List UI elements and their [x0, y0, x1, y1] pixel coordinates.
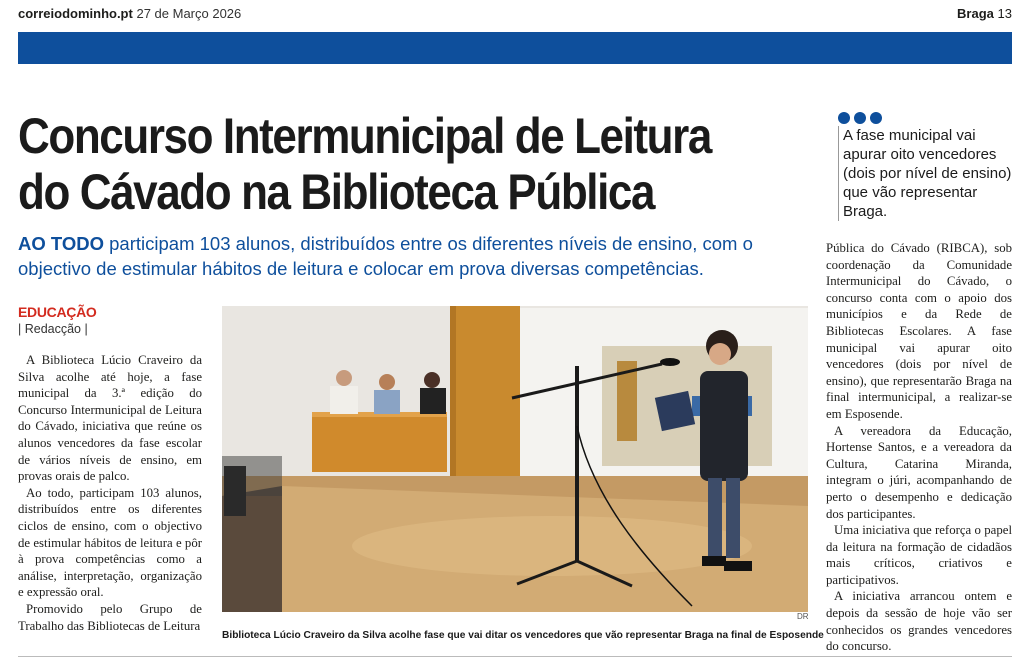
page-number: 13: [997, 6, 1012, 21]
byline: | Redacção |: [18, 322, 88, 336]
body-paragraph: A Biblioteca Lúcio Craveiro da Silva acolhe até hoje, a fase municipal da 3.ª edição do Concurso Intermunicipal de Leitura do Cávado, iniciativa que reúne os alunos vencedores da fase escolar de vários níveis de ensino, em provas orais de palco.: [18, 353, 202, 484]
photo-illustration: [222, 306, 808, 612]
headline-line-1: Concurso Intermunicipal de Leitura: [18, 108, 711, 164]
article-photo: [222, 306, 808, 612]
site-name: correiodominho.pt: [18, 6, 133, 21]
headline-line-2: do Cávado na Biblioteca Pública: [18, 164, 655, 220]
lead-paragraph: [18, 231, 818, 281]
headline: [18, 108, 722, 220]
pull-quote-text: A fase municipal vai apurar oito vencedores (dois por nível de ensino) que vão representar Braga.: [838, 126, 1018, 221]
header-band: [18, 32, 1012, 64]
body-column-3: [826, 240, 1012, 655]
photo-caption: Biblioteca Lúcio Craveiro da Silva acolhe fase que vai ditar os vencedores que vão representar Braga na final de Esposende: [222, 630, 824, 641]
issue-date: 27 de Março 2026: [136, 6, 242, 21]
photo-credit: DR: [797, 612, 809, 621]
section-label: EDUCAÇÃO: [18, 304, 97, 320]
page-header: [18, 6, 1012, 24]
page-section: Braga: [957, 6, 994, 21]
pull-quote-dots-icon: [838, 112, 1018, 124]
body-paragraph: Uma iniciativa que reforça o papel da leitura na formação de cidadãos mais críticos, criativos e participativos.: [826, 523, 1012, 587]
body-paragraph: A vereadora da Educação, Hortense Santos, e a vereadora da Cultura, Catarina Miranda, integram o júri, acompanhando de perto o desempenho e dedicação dos participantes.: [826, 423, 1012, 521]
lead-kicker: AO TODO: [18, 233, 104, 254]
body-paragraph: Promovido pelo Grupo de Trabalho das Bibliotecas de Leitura: [18, 601, 202, 633]
pull-quote: [838, 112, 1018, 221]
body-paragraph: A iniciativa arrancou ontem e depois da sessão de hoje vão ser conhecidos os grandes vencedores do concurso.: [826, 589, 1012, 654]
body-paragraph: Pública do Cávado (RIBCA), sob coordenação da Comunidade Intermunicipal do Cávado, o concurso conta com o apoio dos municípios e da Rede de Bibliotecas Escolares. A fase municipal vai apurar oito vencedores (dois por nível de ensino), que representarão Braga na final intermunicipal, a realizar-se em Esposende.: [826, 241, 1012, 421]
body-column-1: [18, 352, 202, 634]
bottom-rule: [18, 656, 1012, 657]
body-paragraph: Ao todo, participam 103 alunos, distribuídos entre os diferentes ciclos de ensino, com o objectivo de estimular hábitos de leitura e pôr à prova competências como a análise, interpretação, organização e expressão oral.: [18, 485, 202, 600]
page-section-number: [957, 6, 1012, 21]
lead-text: participam 103 alunos, distribuídos entre os diferentes níveis de ensino, com o objectivo de estimular hábitos de leitura e colocar em prova diversas competências.: [18, 233, 753, 279]
